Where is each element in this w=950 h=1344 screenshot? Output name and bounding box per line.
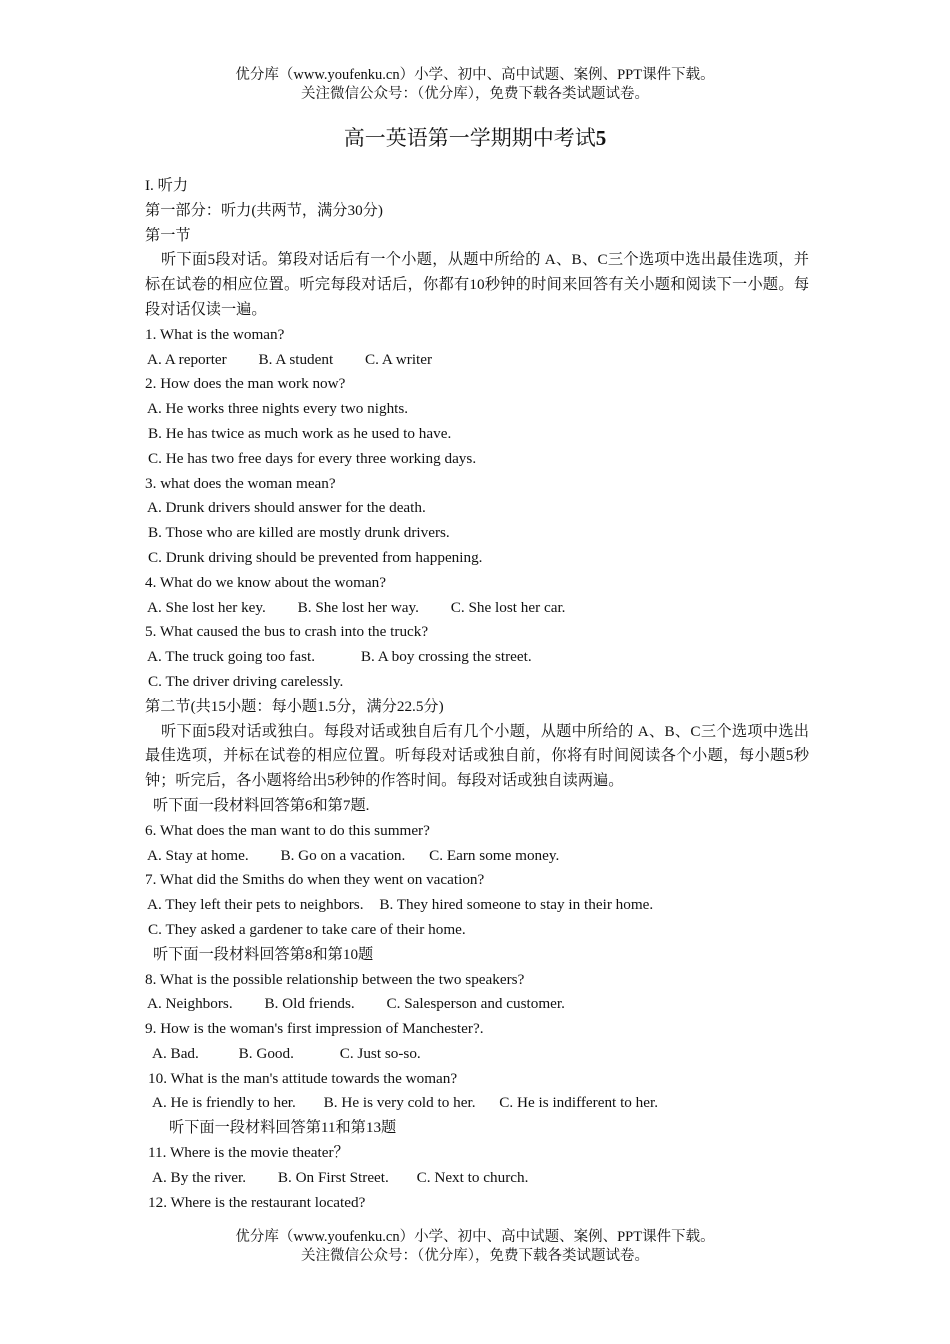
options-row [145, 1091, 809, 1116]
question-stem: 6. What does the man want to do this summer? [145, 821, 430, 839]
footer-line-1: 优分库（www.youfenku.cn）小学、初中、高中试题、案例、PPT课件下载。 [235, 1229, 715, 1245]
option-b: B. Those who are killed are mostly drunk drivers. [148, 524, 450, 542]
question-stem: 2. How does the man work now? [145, 375, 346, 393]
option-b: B. A student [258, 350, 334, 368]
sub-heading: 第一节 [145, 226, 191, 244]
header-line-2: 关注微信公众号：（优分库），免费下载各类试题试卷。 [301, 86, 649, 102]
title-text: 高一英语第一学期期中考试 [343, 126, 596, 150]
exam-content [145, 174, 809, 1215]
question-stem: 7. What did the Smiths do when they went on vacation? [145, 871, 485, 889]
options-row [145, 844, 809, 869]
option-c: C. She lost her car. [450, 598, 566, 616]
option-a: A. She lost her key. [147, 598, 266, 616]
question-stem: 1. What is the woman? [145, 325, 285, 343]
option-c: C. He has two free days for every three working days. [148, 449, 477, 467]
option-b: B. A boy crossing the street. [360, 648, 532, 666]
options-row [145, 348, 809, 373]
option-b: B. He has twice as much work as he used to have. [148, 424, 452, 442]
option-c: C. Salesperson and customer. [386, 995, 565, 1013]
part-heading: 第一部分：听力(共两节，满分30分) [145, 201, 383, 219]
options-row [145, 1166, 809, 1191]
options-row [145, 893, 809, 918]
footer-line-2: 关注微信公众号：（优分库），免费下载各类试题试卷。 [301, 1248, 649, 1264]
section2-instruction: 听下面5段对话或独白。每段对话或独自后有几个小题，从题中所给的 A、B、C三个选项中选出最佳选项，并标在试卷的相应位置。听每段对话或独自前，你将有时间阅读各个小题，每小题5秒钟；听完后，各小题将给出5秒钟的作答时间。每段对话或独自读两遍。 [145, 722, 809, 790]
option-a: A. A reporter [147, 350, 227, 368]
option-b: B. She lost her way. [297, 598, 419, 616]
option-c: C. The driver driving carelessly. [148, 672, 344, 690]
question-stem: 5. What caused the bus to crash into the truck? [145, 623, 429, 641]
question-stem: 4. What do we know about the woman? [145, 573, 386, 591]
option-b: B. Go on a vacation. [280, 846, 406, 864]
option-c: C. He is indifferent to her. [499, 1094, 659, 1112]
page-header [0, 66, 950, 104]
option-c: C. Drunk driving should be prevented from happening. [148, 548, 483, 566]
option-b: B. On First Street. [277, 1168, 389, 1186]
question-stem: 12. Where is the restaurant located? [148, 1193, 366, 1211]
question-stem: 3. what does the woman mean? [145, 474, 336, 492]
header-line-1: 优分库（www.youfenku.cn）小学、初中、高中试题、案例、PPT课件下载。 [235, 67, 715, 83]
option-a: A. By the river. [152, 1168, 247, 1186]
option-a: A. Neighbors. [147, 995, 233, 1013]
option-c: C. Just so-so. [339, 1044, 421, 1062]
option-a: A. He is friendly to her. [152, 1094, 296, 1112]
option-a: A. The truck going too fast. [147, 648, 316, 666]
option-c: C. They asked a gardener to take care of their home. [148, 920, 466, 938]
material-note: 听下面一段材料回答第8和第10题 [153, 945, 374, 963]
option-b: B. Old friends. [264, 995, 355, 1013]
material-note: 听下面一段材料回答第6和第7题. [153, 796, 370, 814]
option-c: C. A writer [365, 350, 433, 368]
instruction-paragraph: 听下面5段对话。第段对话后有一个小题，从题中所给的 A、B、C三个选项中选出最佳选项，并标在试卷的相应位置。听完每段对话后，你都有10秒钟的时间来回答有关小题和阅读下一小题。每段对话仅读一遍。 [145, 251, 809, 318]
option-b: B. He is very cold to her. [323, 1094, 476, 1112]
section2-heading: 第二节(共15小题：每小题1.5分，满分22.5分) [145, 697, 444, 715]
options-row [145, 645, 809, 670]
material-note: 听下面一段材料回答第11和第13题 [169, 1119, 397, 1137]
options-row [145, 1042, 809, 1067]
option-a: A. Stay at home. [147, 846, 249, 864]
option-c: C. Earn some money. [429, 846, 560, 864]
option-a: A. Bad. [152, 1044, 199, 1062]
options-row [145, 992, 809, 1017]
options-row [145, 596, 809, 621]
option-a: A. They left their pets to neighbors. [147, 896, 364, 914]
option-c: C. Next to church. [416, 1168, 529, 1186]
title-number: 5 [595, 126, 607, 150]
option-a: A. Drunk drivers should answer for the death. [147, 499, 426, 517]
page-title [0, 124, 950, 152]
option-a: A. He works three nights every two nights. [147, 400, 409, 418]
option-b: B. They hired someone to stay in their home. [379, 896, 654, 914]
question-stem: 9. How is the woman's first impression of Manchester?. [145, 1020, 484, 1038]
question-stem: 8. What is the possible relationship between the two speakers? [145, 970, 525, 988]
question-stem: 10. What is the man's attitude towards the woman? [148, 1069, 458, 1087]
page-footer [0, 1228, 950, 1266]
option-b: B. Good. [238, 1044, 294, 1062]
section-heading: I. 听力 [145, 177, 189, 194]
question-stem: 11. Where is the movie theater？ [148, 1144, 349, 1162]
